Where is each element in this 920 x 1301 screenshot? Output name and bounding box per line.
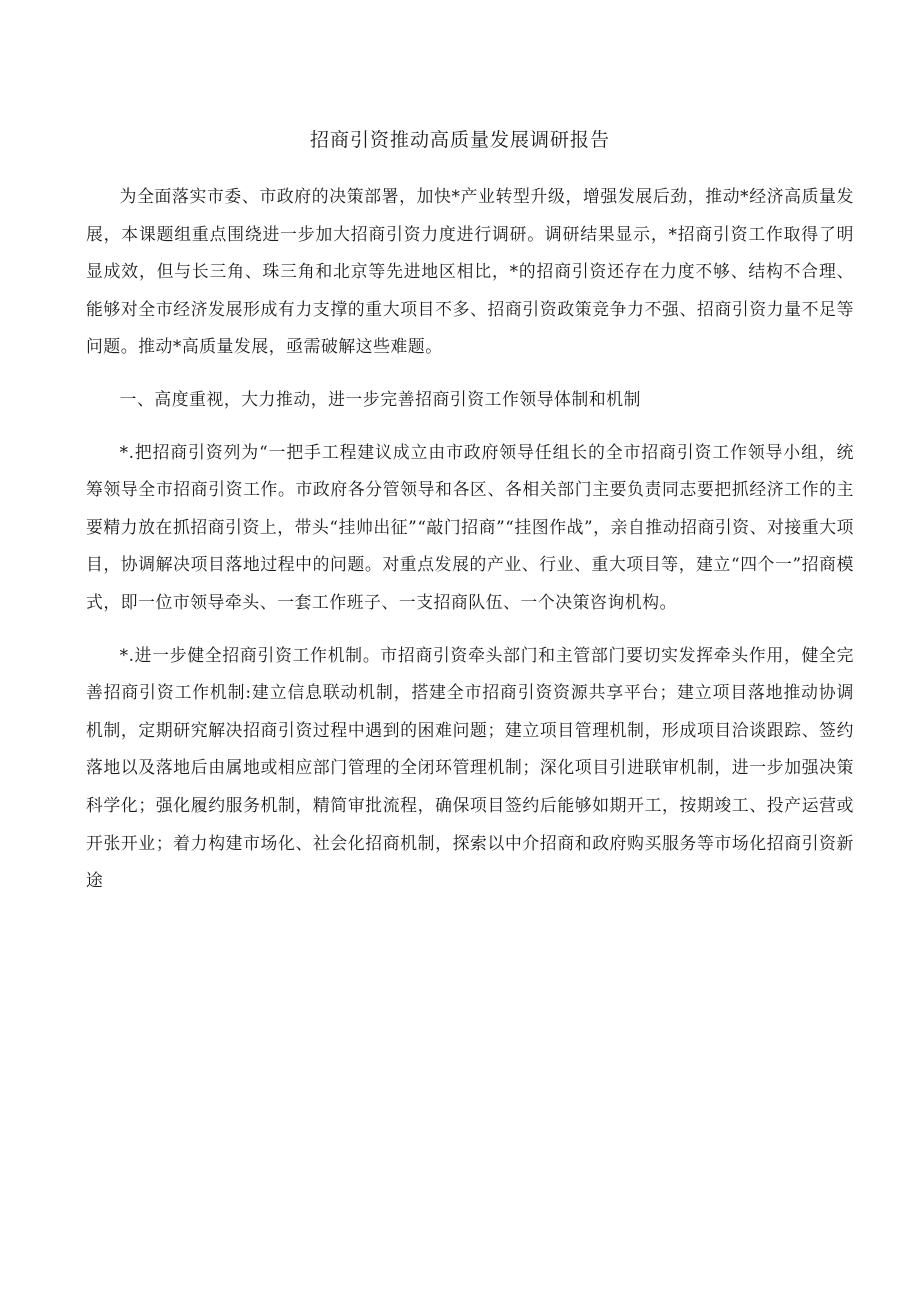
section-heading: 一、高度重视，大力推动，进一步完善招商引资工作领导体制和机制 (119, 388, 642, 409)
document-title: 招商引资推动高质量发展调研报告 (309, 129, 610, 151)
body-paragraph: *.进一步健全招商引资工作机制。市招商引资牵头部门和主管部门要切实发挥牵头作用，健全完善招商引资工作机制:建立信息联动机制，搭建全市招商引资资源共享平台；建立项目落地推动协调机制，定期研究解决招商引资过程中遇到的困难问题；建立项目管理机制，形成项目洽谈跟踪、签约落地以及落地后由属地或相应部门管理的全闭环管理机制；深化项目引进联审机制，进一步加强决策科学化；强化履约服务机制，精简审批流程，确保项目签约后能够如期开工，按期竣工、投产运营或开张开业；着力构建市场化、社会化招商机制，探索以中介招商和政府购买服务等市场化招商引资新途 (86, 644, 854, 891)
body-paragraph: *.把招商引资列为“一把手工程建议成立由市政府领导任组长的全市招商引资工作领导小组，统筹领导全市招商引资工作。市政府各分管领导和各区、各相关部门主要负责同志要把抓经济工作的主要精力放在抓招商引资上，带头“挂帅出征”“敲门招商”“挂图作战”，亲自推动招商引资、对接重大项目，协调解决项目落地过程中的问题。对重点发展的产业、行业、重大项目等，建立“四个一”招商模式，即一位市领导牵头、一套工作班子、一支招商队伍、一个决策咨询机构。 (86, 441, 854, 612)
intro-paragraph: 为全面落实市委、市政府的决策部署，加快*产业转型升级，增强发展后劲，推动*经济高质量发展，本课题组重点围绕进一步加大招商引资力度进行调研。调研结果显示，*招商引资工作取得了明显成效，但与长三角、珠三角和北京等先进地区相比，*的招商引资还存在力度不够、结构不合理、能够对全市经济发展形成有力支撑的重大项目不多、招商引资政策竞争力不强、招商引资力量不足等问题。推动*高质量发展，亟需破解这些难题。 (86, 186, 854, 357)
document-body (86, 178, 854, 900)
